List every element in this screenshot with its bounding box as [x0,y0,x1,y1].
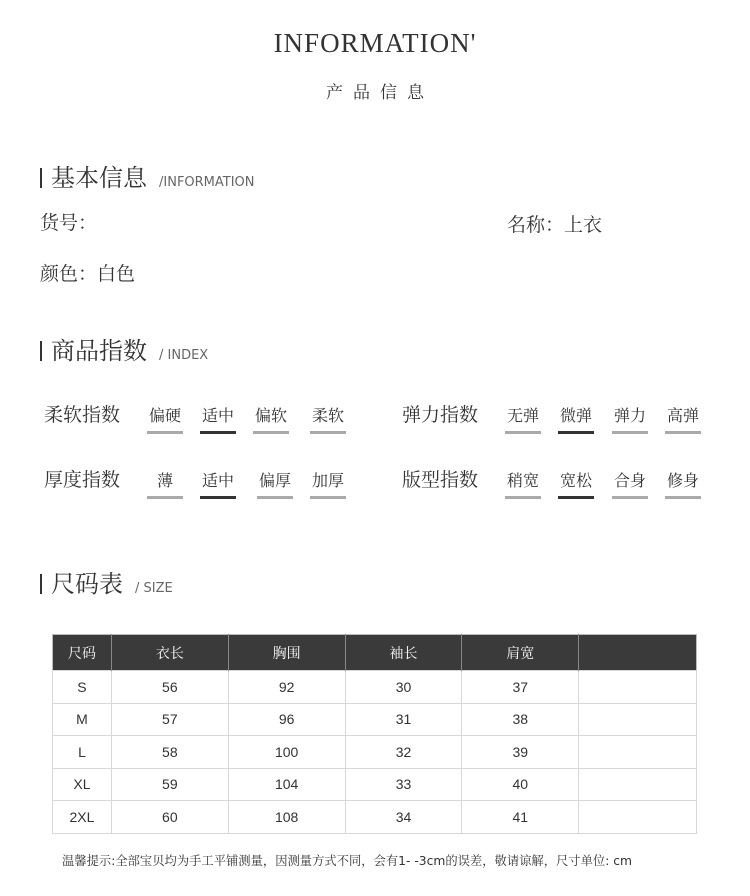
table-cell [579,671,697,704]
table-row [53,671,697,704]
table-cell: 37 [462,671,579,704]
table-cell: 30 [345,671,462,704]
section-title: 商品指数 [51,337,147,365]
table-cell: 60 [111,801,228,834]
section-bar [40,168,42,188]
table-cell: 56 [111,671,228,704]
table-cell: 96 [228,703,345,736]
elasticity-option: 高弹 [665,403,701,434]
table-cell: S [53,671,112,704]
table-header-cell: 肩宽 [462,635,579,671]
page-subtitle: 产品信息 [326,83,434,103]
table-cell: 38 [462,703,579,736]
table-cell: 100 [228,736,345,769]
product-name: 名称：上衣 [507,214,603,236]
section-title: 基本信息 [51,164,147,192]
fit-option: 修身 [665,468,701,499]
table-cell: 2XL [53,801,112,834]
size-table [52,634,697,834]
section-size [40,564,173,599]
fit-label: 版型指数 [402,469,479,491]
table-cell [579,736,697,769]
table-cell: 108 [228,801,345,834]
table-cell: L [53,736,112,769]
section-basic-info [40,158,255,193]
item-no-label: 货号： [40,212,98,234]
thickness-option: 薄 [147,468,183,499]
softness-option: 偏硬 [147,403,183,434]
table-cell: 40 [462,768,579,801]
table-header-cell: 袖长 [345,635,462,671]
fit-option: 合身 [612,468,648,499]
table-cell: 41 [462,801,579,834]
section-title: 尺码表 [51,570,123,598]
table-cell: XL [53,768,112,801]
fit-option: 稍宽 [505,468,541,499]
table-cell: 39 [462,736,579,769]
thickness-option: 偏厚 [257,468,293,499]
softness-label: 柔软指数 [44,404,121,426]
elasticity-option-selected: 微弹 [558,403,594,434]
table-cell: 57 [111,703,228,736]
elasticity-label: 弹力指数 [402,404,479,426]
section-index [40,331,208,366]
thickness-option: 加厚 [310,468,346,499]
section-bar [40,341,42,361]
page-title: INFORMATION' [273,28,477,58]
table-cell: 104 [228,768,345,801]
table-cell: 58 [111,736,228,769]
section-en-title: / INDEX [159,348,209,363]
softness-option: 偏软 [253,403,289,434]
fit-option-selected: 宽松 [558,468,594,499]
table-cell: 31 [345,703,462,736]
section-en-title: /INFORMATION [159,175,255,190]
table-cell [579,801,697,834]
table-cell [579,703,697,736]
table-header-cell: 胸围 [228,635,345,671]
elasticity-option: 弹力 [612,403,648,434]
table-row [53,768,697,801]
table-row [53,801,697,834]
thickness-option-selected: 适中 [200,468,236,499]
table-row [53,703,697,736]
softness-option-selected: 适中 [200,403,236,434]
table-cell: M [53,703,112,736]
product-color: 颜色：白色 [40,263,136,285]
softness-option: 柔软 [310,403,346,434]
table-cell: 33 [345,768,462,801]
table-header-cell [579,635,697,671]
table-header-row [53,635,697,671]
table-header-cell: 衣长 [111,635,228,671]
measurement-note: 温馨提示:全部宝贝均为手工平铺测量，因测量方式不同，会有1- -3cm的误差，敬请谅解，尺寸单位: cm [62,854,632,868]
table-header-cell: 尺码 [53,635,112,671]
table-cell: 34 [345,801,462,834]
table-row [53,736,697,769]
section-bar [40,574,42,594]
thickness-label: 厚度指数 [44,469,121,491]
table-cell [579,768,697,801]
table-cell: 92 [228,671,345,704]
table-cell: 32 [345,736,462,769]
elasticity-option: 无弹 [505,403,541,434]
table-cell: 59 [111,768,228,801]
section-en-title: / SIZE [135,581,173,596]
